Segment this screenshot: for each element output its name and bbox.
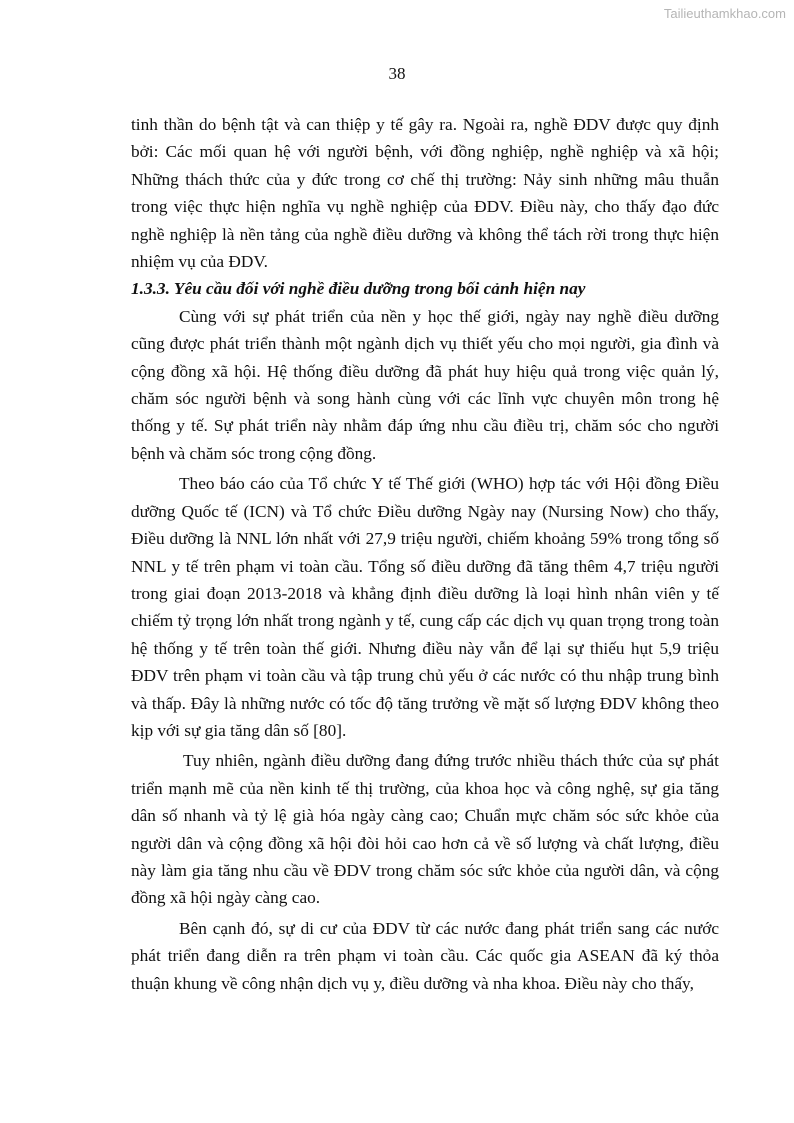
paragraph: Cùng với sự phát triển của nền y học thế giới, ngày nay nghề điều dưỡng cũng được phát triển thành một ngành dịch vụ thiết yếu cho mọi người, gia đình và cộng đồng xã hội. Hệ thống điều dưỡng đã phát huy hiệu quả trong việc quản lý, chăm sóc người bệnh và song hành cùng với các lĩnh vực chuyên môn trong hệ thống y tế. Sự phát triển này nhằm đáp ứng nhu cầu điều trị, chăm sóc cho người bệnh và chăm sóc trong cộng đồng.: [131, 306, 719, 463]
paragraph-continuation: tinh thần do bệnh tật và can thiệp y tế gây ra. Ngoài ra, nghề ĐDV được quy định bởi: Các mối quan hệ với người bệnh, với đồng nghiệp, nghề nghiệp và xã hội; Những thách thức của y đức trong cơ chế thị trường: Nảy sinh những mâu thuẫn trong việc thực hiện nghĩa vụ nghề nghiệp của ĐDV. Điều này, cho thấy đạo đức nghề nghiệp là nền tảng của nghề điều dưỡng và không thể tách rời trong thực hiện nhiệm vụ của ĐDV.: [131, 115, 719, 272]
section-heading: 1.3.3. Yêu cầu đối với nghề điều dưỡng trong bối cảnh hiện nay: [131, 279, 586, 299]
paragraph: Tuy nhiên, ngành điều dưỡng đang đứng trước nhiều thách thức của sự phát triển mạnh mẽ của nền kinh tế thị trường, của khoa học và công nghệ, sự gia tăng dân số nhanh và tỷ lệ già hóa ngày càng cao; Chuẩn mực chăm sóc sức khỏe của người dân và cộng đồng xã hội đòi hỏi cao hơn cả về số lượng và chất lượng, điều này làm gia tăng nhu cầu về ĐDV trong chăm sóc sức khỏe của người dân, và cộng đồng xã hội ngày càng cao.: [131, 751, 719, 908]
page-number: 38: [388, 64, 406, 83]
paragraph: Bên cạnh đó, sự di cư của ĐDV từ các nước đang phát triển sang các nước phát triển đang diễn ra trên phạm vi toàn cầu. Các quốc gia ASEAN đã ký thỏa thuận khung về công nhận dịch vụ y, điều dưỡng và nha khoa. Điều này cho thấy,: [131, 918, 719, 993]
paragraph: Theo báo cáo của Tổ chức Y tế Thế giới (WHO) hợp tác với Hội đồng Điều dưỡng Quốc tế (ICN) và Tổ chức Điều dưỡng Ngày nay (Nursing Now) cho thấy, Điều dưỡng là NNL lớn nhất với 27,9 triệu người, chiếm khoảng 59% trong tổng số NNL y tế trên phạm vi toàn cầu. Tổng số điều dưỡng đã tăng thêm 4,7 triệu người trong giai đoạn 2013-2018 và khẳng định điều dưỡng là loại hình nhân viên y tế chiếm tỷ trọng lớn nhất trong ngành y tế, cung cấp các dịch vụ quan trọng trong toàn hệ thống y tế trên toàn thế giới. Nhưng điều này vẫn để lại sự thiếu hụt 5,9 triệu ĐDV trên phạm vi toàn cầu và tập trung chủ yếu ở các nước có thu nhập trung bình và thấp. Đây là những nước có tốc độ tăng trưởng về mặt số lượng ĐDV không theo kịp với sự gia tăng dân số [80].: [131, 474, 719, 740]
document-body: [131, 111, 719, 997]
watermark: Tailieuthamkhao.com: [663, 6, 786, 21]
